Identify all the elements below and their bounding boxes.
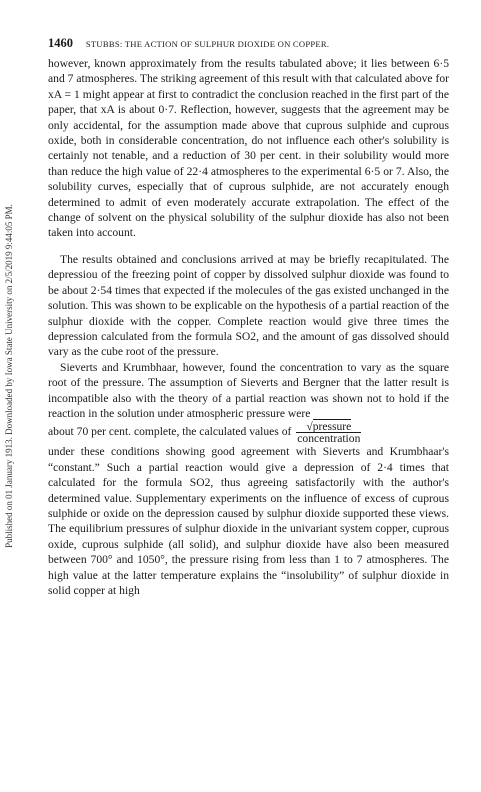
paragraph-3: Sieverts and Krumbhaar, however, found the concentration to vary as the square root of the pressure. The assumption of Sieverts and Bergner that the latter result is incompatible also with the theory of a partial reaction was shown not to hold if the reaction in the solution under atmospheric pressure were <box>48 360 449 420</box>
side-margin-note <box>2 86 16 666</box>
paragraph-4: under these conditions showing good agreement with Sieverts and Krumbhaar's “constant.” Such a partial reaction would give a depression of 2·4 times that calculated for the formula SO2, thus agreeing satisfactorily with the author's determined value. Supplementary experiments on the influence of excess of cuprous sulphide or oxide on the depression caused by sulphur dioxide supported these views. The equilibrium pressures of sulphur dioxide in the univariant system copper, cuprous oxide, cuprous sulphide (all solid), and sulphur dioxide have also been measured between 700° and 1050°, the pressure rising from less than 1 to 7 atmospheres. The high value at the latter temperature explains the “insolubility” of sulphur dioxide in solid copper at high <box>48 445 449 597</box>
pressure-concentration-fraction <box>296 421 361 444</box>
paragraph-2: The results obtained and conclusions arrived at may be briefly recapitulated. The depressiou of the freezing point of copper by dissolved sulphur dioxide was found to be about 2·54 times that expected if the molecules of the gas existed unchanged in the solution. This was shown to be explicable on the hypothesis of a partial reaction of the sulphur dioxide with the copper. Complete reaction would give three times the depression calculated from the formula SO2, and the amount of gas dissolved should vary as the cube root of the pressure. <box>48 252 449 359</box>
running-title: STUBBS: THE ACTION OF SULPHUR DIOXIDE ON COPPER. <box>85 39 330 49</box>
running-header <box>48 36 448 52</box>
fraction-prefix: about 70 per cent. complete, the calculated values of <box>48 425 292 439</box>
fraction-denominator: concentration <box>297 432 361 446</box>
article-body <box>48 56 449 598</box>
paragraph-1: however, known approximately from the results tabulated above; it lies between 6·5 and 7 atmospheres. The striking agreement of this result with that calculated above for xA = 1 might appear at first to contradict the conclusion reached in the first part of the paper, that xA is about 0·7. Reflection, however, suggests that the agreement may be only accidental, for the assumption made above that cuprous sulphide and cuprous oxide, both in considerable concentration, do not influence each other's solubility is certainly not tenable, and a reduction of 30 per cent. in their solubility would more than reduce the high value of 22·4 atmospheres to the experimental 6·5 or 7. Also, the solubility curves, especially that of cuprous sulphide, are not accurately enough determined to admit of even moderately accurate extrapolation. The effect of the change of solvent on the physical solubility of the sulphur dioxide has also not been taken into account. <box>48 57 449 240</box>
download-notice: Published on 01 January 1913. Downloaded by Iowa State University on 2/5/2019 9:44:05 PM. <box>4 204 14 548</box>
fraction-line <box>48 421 449 444</box>
page-number: 1460 <box>48 36 73 50</box>
numerator-text: pressure <box>312 420 352 434</box>
square-root-symbol: √ <box>306 420 313 434</box>
